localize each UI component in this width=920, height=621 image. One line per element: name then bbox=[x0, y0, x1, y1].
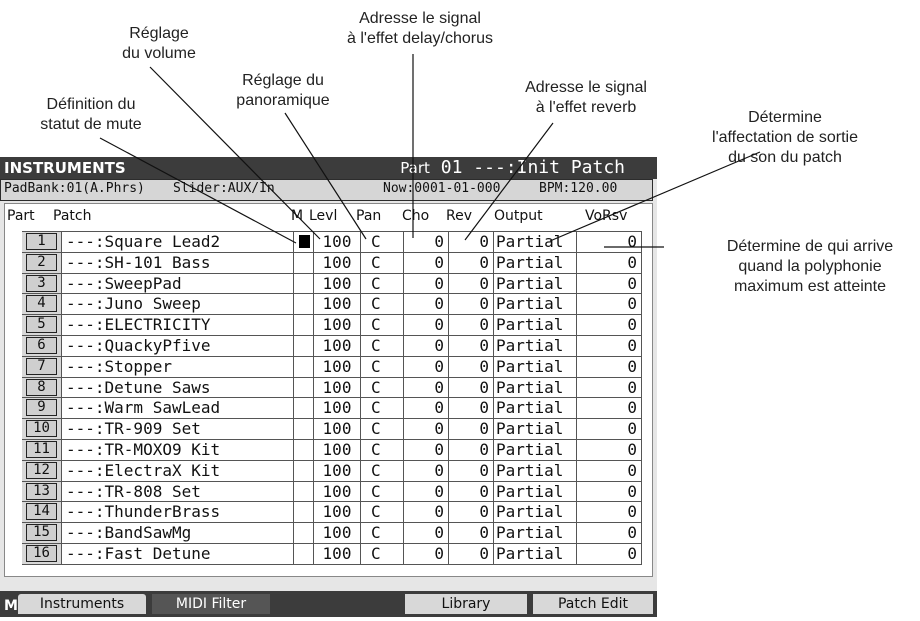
part-number: 8 bbox=[26, 379, 57, 396]
annotation-mute bbox=[18, 95, 164, 135]
part-number: 16 bbox=[26, 545, 57, 562]
chorus-send-cell[interactable]: 0 bbox=[403, 315, 448, 335]
reverb-send-cell[interactable]: 0 bbox=[448, 461, 493, 481]
reverb-send-cell[interactable]: 0 bbox=[448, 419, 493, 439]
part-number: 1 bbox=[26, 233, 57, 250]
status-bar bbox=[0, 179, 653, 201]
table-row[interactable] bbox=[22, 253, 642, 274]
reverb-send-cell[interactable]: 0 bbox=[448, 523, 493, 543]
header-pan: Pan bbox=[356, 208, 382, 224]
output-assign-cell[interactable]: Partial bbox=[493, 294, 576, 314]
patch-name-cell[interactable]: ---:TR-909 Set bbox=[61, 419, 293, 439]
output-assign-cell[interactable]: Partial bbox=[493, 544, 576, 564]
tab-bar bbox=[0, 591, 657, 617]
reverb-send-cell[interactable]: 0 bbox=[448, 544, 493, 564]
instrument-table bbox=[22, 231, 642, 565]
voice-reserve-cell[interactable]: 0 bbox=[576, 378, 642, 398]
part-number: 14 bbox=[26, 503, 57, 520]
header-chorus: Cho bbox=[402, 208, 430, 224]
table-row[interactable] bbox=[22, 544, 642, 565]
level-cell[interactable]: 100 bbox=[313, 253, 360, 273]
header-mute: M bbox=[291, 208, 304, 224]
patch-name-cell[interactable]: ---:Juno Sweep bbox=[61, 294, 293, 314]
part-number: 13 bbox=[26, 483, 57, 500]
voice-reserve-cell[interactable]: 0 bbox=[576, 419, 642, 439]
part-number-cell[interactable] bbox=[22, 253, 61, 273]
patch-name-cell[interactable]: ---:ThunderBrass bbox=[61, 502, 293, 522]
chorus-send-cell[interactable]: 0 bbox=[403, 502, 448, 522]
part-number-cell[interactable] bbox=[22, 502, 61, 522]
chorus-send-cell[interactable]: 0 bbox=[403, 398, 448, 418]
reverb-send-cell[interactable]: 0 bbox=[448, 440, 493, 460]
annotation-line: à l'effet delay/chorus bbox=[347, 30, 493, 47]
table-row[interactable] bbox=[22, 523, 642, 544]
mute-cell[interactable] bbox=[293, 502, 313, 522]
part-number-cell[interactable] bbox=[22, 357, 61, 377]
voice-reserve-cell[interactable]: 0 bbox=[576, 398, 642, 418]
level-cell[interactable]: 100 bbox=[313, 398, 360, 418]
header-part: Part bbox=[7, 208, 35, 224]
pan-cell[interactable]: C bbox=[360, 482, 403, 502]
level-cell[interactable]: 100 bbox=[313, 336, 360, 356]
patch-name-cell[interactable]: ---:Stopper bbox=[61, 357, 293, 377]
output-assign-cell[interactable]: Partial bbox=[493, 419, 576, 439]
level-cell[interactable]: 100 bbox=[313, 315, 360, 335]
annotation-line: Détermine de qui arrive bbox=[726, 238, 894, 255]
patch-name-cell[interactable]: ---:Warm SawLead bbox=[61, 398, 293, 418]
annotation-line: Réglage du bbox=[242, 72, 324, 89]
reverb-send-cell[interactable]: 0 bbox=[448, 482, 493, 502]
mute-cell[interactable] bbox=[293, 294, 313, 314]
now-position: Now:0001-01-000 bbox=[383, 181, 501, 196]
level-cell[interactable]: 100 bbox=[313, 419, 360, 439]
table-row[interactable] bbox=[22, 274, 642, 295]
annotation-output bbox=[690, 108, 880, 168]
header-voice-reserve: VoRsv bbox=[585, 208, 628, 224]
table-row[interactable] bbox=[22, 502, 642, 523]
annotation-delay-chorus bbox=[300, 9, 540, 49]
output-assign-cell[interactable]: Partial bbox=[493, 232, 576, 252]
chorus-send-cell[interactable]: 0 bbox=[403, 274, 448, 294]
part-number: 5 bbox=[26, 316, 57, 333]
header-output: Output bbox=[494, 208, 543, 224]
chorus-send-cell[interactable]: 0 bbox=[403, 336, 448, 356]
reverb-send-cell[interactable]: 0 bbox=[448, 502, 493, 522]
pan-cell[interactable]: C bbox=[360, 294, 403, 314]
output-assign-cell[interactable]: Partial bbox=[493, 482, 576, 502]
voice-reserve-cell[interactable]: 0 bbox=[576, 336, 642, 356]
table-row[interactable] bbox=[22, 378, 642, 399]
mute-cell[interactable] bbox=[293, 461, 313, 481]
output-assign-cell[interactable]: Partial bbox=[493, 378, 576, 398]
voice-reserve-cell[interactable]: 0 bbox=[576, 315, 642, 335]
table-row[interactable] bbox=[22, 398, 642, 419]
level-cell[interactable]: 100 bbox=[313, 440, 360, 460]
voice-reserve-cell[interactable]: 0 bbox=[576, 482, 642, 502]
part-number-cell[interactable] bbox=[22, 419, 61, 439]
reverb-send-cell[interactable]: 0 bbox=[448, 357, 493, 377]
mute-cell[interactable] bbox=[293, 482, 313, 502]
mute-cell[interactable] bbox=[293, 419, 313, 439]
voice-reserve-cell[interactable]: 0 bbox=[576, 294, 642, 314]
output-assign-cell[interactable]: Partial bbox=[493, 315, 576, 335]
table-row[interactable] bbox=[22, 231, 642, 253]
annotation-volume bbox=[100, 24, 218, 64]
voice-reserve-cell[interactable]: 0 bbox=[576, 523, 642, 543]
level-cell[interactable]: 100 bbox=[313, 523, 360, 543]
part-number: 2 bbox=[26, 254, 57, 271]
pan-cell[interactable]: C bbox=[360, 378, 403, 398]
pan-cell[interactable]: C bbox=[360, 502, 403, 522]
table-row[interactable] bbox=[22, 461, 642, 482]
part-number: 12 bbox=[26, 462, 57, 479]
part-number: 4 bbox=[26, 295, 57, 312]
menu-icon[interactable]: M bbox=[4, 598, 18, 614]
screen-title: INSTRUMENTS bbox=[4, 159, 126, 177]
patch-label: ---:Init Patch bbox=[473, 157, 625, 178]
pan-cell[interactable]: C bbox=[360, 398, 403, 418]
bpm-value: BPM:120.00 bbox=[539, 181, 618, 196]
pan-cell[interactable]: C bbox=[360, 315, 403, 335]
reverb-send-cell[interactable]: 0 bbox=[448, 398, 493, 418]
part-number-cell[interactable] bbox=[22, 461, 61, 481]
part-number: 01 bbox=[440, 157, 463, 178]
header-patch: Patch bbox=[53, 208, 92, 224]
patch-name-cell[interactable]: ---:Fast Detune bbox=[61, 544, 293, 564]
annotation-line: Adresse le signal bbox=[359, 10, 481, 27]
pan-cell[interactable]: C bbox=[360, 523, 403, 543]
part-number: 7 bbox=[26, 358, 57, 375]
mute-cell[interactable] bbox=[293, 357, 313, 377]
instruments-screen bbox=[0, 157, 657, 617]
level-cell[interactable]: 100 bbox=[313, 274, 360, 294]
patch-name-cell[interactable]: ---:Detune Saws bbox=[61, 378, 293, 398]
annotation-line: statut de mute bbox=[40, 116, 142, 133]
part-label: Part bbox=[400, 159, 430, 177]
mute-cell[interactable] bbox=[293, 378, 313, 398]
level-cell[interactable]: 100 bbox=[313, 378, 360, 398]
slider-status: Slider:AUX/In bbox=[173, 181, 275, 196]
part-number: 11 bbox=[26, 441, 57, 458]
voice-reserve-cell[interactable]: 0 bbox=[576, 357, 642, 377]
table-row[interactable] bbox=[22, 440, 642, 461]
voice-reserve-cell[interactable]: 0 bbox=[576, 461, 642, 481]
reverb-send-cell[interactable]: 0 bbox=[448, 378, 493, 398]
pan-cell[interactable]: C bbox=[360, 461, 403, 481]
table-row[interactable] bbox=[22, 419, 642, 440]
reverb-send-cell[interactable]: 0 bbox=[448, 294, 493, 314]
annotation-line: Adresse le signal bbox=[525, 79, 647, 96]
chorus-send-cell[interactable]: 0 bbox=[403, 440, 448, 460]
pan-cell[interactable]: C bbox=[360, 336, 403, 356]
part-number-cell[interactable] bbox=[22, 482, 61, 502]
title-bar bbox=[0, 157, 657, 179]
part-number: 10 bbox=[26, 420, 57, 437]
part-number-cell[interactable] bbox=[22, 336, 61, 356]
table-row[interactable] bbox=[22, 357, 642, 378]
annotation-reverb bbox=[504, 78, 668, 118]
reverb-send-cell[interactable]: 0 bbox=[448, 274, 493, 294]
part-number-cell[interactable] bbox=[22, 440, 61, 460]
voice-reserve-cell[interactable]: 0 bbox=[576, 274, 642, 294]
patch-edit-button[interactable]: Patch Edit bbox=[533, 594, 653, 614]
patch-name-cell[interactable]: ---:TR-MOXO9 Kit bbox=[61, 440, 293, 460]
annotation-line: quand la polyphonie bbox=[738, 258, 882, 275]
pan-cell[interactable]: C bbox=[360, 253, 403, 273]
reverb-send-cell[interactable]: 0 bbox=[448, 253, 493, 273]
tab-midi-filter[interactable]: MIDI Filter bbox=[152, 594, 270, 614]
mute-cell[interactable] bbox=[293, 315, 313, 335]
level-cell[interactable]: 100 bbox=[313, 232, 360, 252]
library-button[interactable]: Library bbox=[405, 594, 527, 614]
chorus-send-cell[interactable]: 0 bbox=[403, 232, 448, 252]
part-number-cell[interactable] bbox=[22, 398, 61, 418]
mute-cell[interactable] bbox=[293, 336, 313, 356]
annotation-line: du son du patch bbox=[728, 149, 842, 166]
chorus-send-cell[interactable]: 0 bbox=[403, 357, 448, 377]
output-assign-cell[interactable]: Partial bbox=[493, 398, 576, 418]
table-row[interactable] bbox=[22, 294, 642, 315]
pan-cell[interactable]: C bbox=[360, 232, 403, 252]
mute-cell[interactable] bbox=[293, 274, 313, 294]
part-number: 3 bbox=[26, 275, 57, 292]
level-cell[interactable]: 100 bbox=[313, 482, 360, 502]
annotation-line: du volume bbox=[122, 45, 196, 62]
chorus-send-cell[interactable]: 0 bbox=[403, 253, 448, 273]
chorus-send-cell[interactable]: 0 bbox=[403, 378, 448, 398]
header-reverb: Rev bbox=[446, 208, 472, 224]
output-assign-cell[interactable]: Partial bbox=[493, 253, 576, 273]
chorus-send-cell[interactable]: 0 bbox=[403, 523, 448, 543]
part-number: 9 bbox=[26, 399, 57, 416]
instrument-table-panel bbox=[4, 203, 653, 577]
output-assign-cell[interactable]: Partial bbox=[493, 336, 576, 356]
table-row[interactable] bbox=[22, 482, 642, 503]
output-assign-cell[interactable]: Partial bbox=[493, 357, 576, 377]
annotation-line: panoramique bbox=[236, 92, 330, 109]
level-cell[interactable]: 100 bbox=[313, 544, 360, 564]
header-level: Levl bbox=[309, 208, 338, 224]
chorus-send-cell[interactable]: 0 bbox=[403, 482, 448, 502]
chorus-send-cell[interactable]: 0 bbox=[403, 461, 448, 481]
patch-name-cell[interactable]: ---:QuackyPfive bbox=[61, 336, 293, 356]
level-cell[interactable]: 100 bbox=[313, 461, 360, 481]
output-assign-cell[interactable]: Partial bbox=[493, 502, 576, 522]
mute-cell[interactable] bbox=[293, 523, 313, 543]
pan-cell[interactable]: C bbox=[360, 440, 403, 460]
patch-name-cell[interactable]: ---:Square Lead2 bbox=[61, 232, 293, 252]
part-number-cell[interactable] bbox=[22, 523, 61, 543]
annotation-line: à l'effet reverb bbox=[535, 99, 637, 116]
annotation-line: maximum est atteinte bbox=[733, 278, 887, 295]
level-cell[interactable]: 100 bbox=[313, 502, 360, 522]
annotation-voice-reserve bbox=[700, 237, 920, 297]
tab-instruments[interactable]: Instruments bbox=[18, 594, 146, 614]
mute-cell[interactable] bbox=[293, 398, 313, 418]
output-assign-cell[interactable]: Partial bbox=[493, 523, 576, 543]
mute-cell[interactable] bbox=[293, 253, 313, 273]
patch-name-cell[interactable]: ---:TR-808 Set bbox=[61, 482, 293, 502]
patch-name-cell[interactable]: ---:BandSawMg bbox=[61, 523, 293, 543]
patch-name-cell[interactable]: ---:SweepPad bbox=[61, 274, 293, 294]
annotation-line: Définition du bbox=[46, 96, 136, 113]
annotation-line: Détermine bbox=[748, 109, 822, 126]
mute-cell[interactable] bbox=[293, 440, 313, 460]
annotation-line: Réglage bbox=[129, 25, 189, 42]
part-number-cell[interactable] bbox=[22, 274, 61, 294]
output-assign-cell[interactable]: Partial bbox=[493, 274, 576, 294]
table-row[interactable] bbox=[22, 336, 642, 357]
pan-cell[interactable]: C bbox=[360, 419, 403, 439]
mute-cell[interactable] bbox=[293, 544, 313, 564]
part-number: 6 bbox=[26, 337, 57, 354]
part-number-cell[interactable] bbox=[22, 294, 61, 314]
part-number-cell[interactable] bbox=[22, 315, 61, 335]
voice-reserve-cell[interactable]: 0 bbox=[576, 253, 642, 273]
part-number-cell[interactable] bbox=[22, 544, 61, 564]
voice-reserve-cell[interactable]: 0 bbox=[576, 440, 642, 460]
chorus-send-cell[interactable]: 0 bbox=[403, 294, 448, 314]
padbank-status: PadBank:01(A.Phrs) bbox=[4, 181, 145, 196]
selection-cursor bbox=[299, 235, 310, 248]
output-assign-cell[interactable]: Partial bbox=[493, 461, 576, 481]
pan-cell[interactable]: C bbox=[360, 357, 403, 377]
part-number-cell[interactable] bbox=[22, 378, 61, 398]
patch-name-cell[interactable]: ---:ELECTRICITY bbox=[61, 315, 293, 335]
level-cell[interactable]: 100 bbox=[313, 294, 360, 314]
annotation-pan bbox=[220, 71, 346, 111]
patch-name-cell[interactable]: ---:ElectraX Kit bbox=[61, 461, 293, 481]
pan-cell[interactable]: C bbox=[360, 544, 403, 564]
annotation-line: l'affectation de sortie bbox=[712, 129, 858, 146]
voice-reserve-cell[interactable]: 0 bbox=[576, 544, 642, 564]
reverb-send-cell[interactable]: 0 bbox=[448, 232, 493, 252]
reverb-send-cell[interactable]: 0 bbox=[448, 315, 493, 335]
pan-cell[interactable]: C bbox=[360, 274, 403, 294]
part-number: 15 bbox=[26, 524, 57, 541]
part-number-cell[interactable] bbox=[22, 232, 61, 252]
level-cell[interactable]: 100 bbox=[313, 357, 360, 377]
reverb-send-cell[interactable]: 0 bbox=[448, 336, 493, 356]
chorus-send-cell[interactable]: 0 bbox=[403, 419, 448, 439]
patch-name-cell[interactable]: ---:SH-101 Bass bbox=[61, 253, 293, 273]
current-part bbox=[400, 157, 625, 178]
chorus-send-cell[interactable]: 0 bbox=[403, 544, 448, 564]
output-assign-cell[interactable]: Partial bbox=[493, 440, 576, 460]
table-row[interactable] bbox=[22, 315, 642, 336]
voice-reserve-cell[interactable]: 0 bbox=[576, 502, 642, 522]
voice-reserve-cell[interactable]: 0 bbox=[576, 232, 642, 252]
